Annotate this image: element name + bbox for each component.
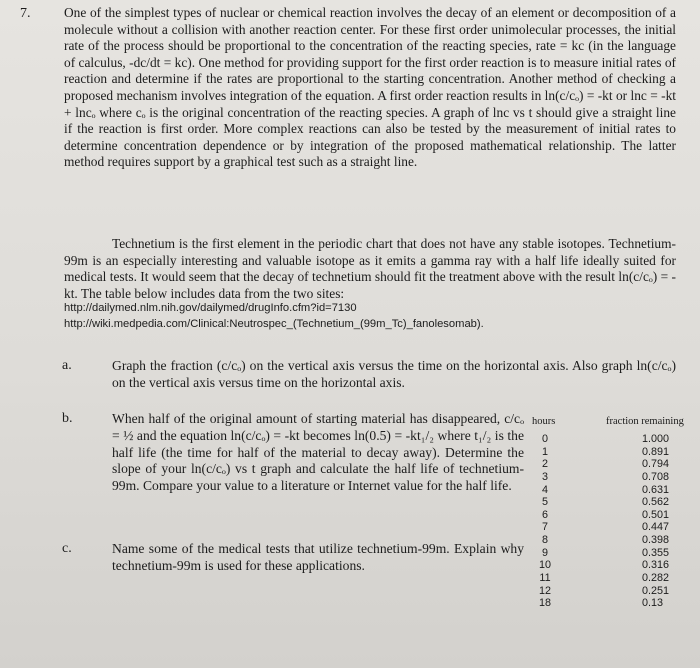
table-cell-hours: 11 xyxy=(539,572,551,585)
table-cell-fraction: 0.501 xyxy=(642,508,670,521)
part-a-label: a. xyxy=(62,358,72,373)
table-cell-hours: 18 xyxy=(538,597,551,610)
table-cell-fraction: 0.562 xyxy=(642,496,670,509)
table-cell-hours: 12 xyxy=(538,584,551,597)
table-cell-fraction: 0.398 xyxy=(642,534,670,547)
table-cell-fraction: 0.794 xyxy=(642,458,670,471)
question-number: 7. xyxy=(20,6,31,21)
table-cell-fraction: 1.000 xyxy=(642,433,670,445)
intro-paragraph: One of the simplest types of nuclear or chemical reaction involves the decay of an element or decomposition of a molecule without a collision with another reaction center. For these first order unimolecular processes, the initial rate of the process should be proportional to the concentration of the reacting species, rate = kc (in the language of calculus, -dc/dt = kc). One method for providing support for the first order reaction is to measure initial rates of reaction and determine if the rates are proportional to the starting concentration. Another method of checking a proposed mechanism involves integration of the equation. A first order reaction results in ln(c/cₒ) = -kt or lnc = -kt + lncₒ where cₒ is the original concentration of the reacting species. A graph of lnc vs t should give a straight line if the reaction is first order. More complex reactions can also be tested by the measurement of initial rates to determine concentration dependence or by integration of the proposed mathematical relationship. The latter method requires support by a graphical test such as a straight line. xyxy=(64,5,676,170)
table-cell-fraction: 0.447 xyxy=(642,521,670,534)
table-cell-hours: 8 xyxy=(541,534,548,547)
table-cell-fraction: 0.316 xyxy=(642,559,670,572)
table-cell-hours: 5 xyxy=(541,496,548,509)
table-header-fraction: fraction remaining xyxy=(606,416,684,427)
source-urls xyxy=(64,300,484,332)
table-cell-hours: 3 xyxy=(541,470,548,483)
table-cell-fraction: 0.631 xyxy=(642,483,670,496)
part-b-label: b. xyxy=(62,411,73,426)
table-cell-hours: 9 xyxy=(541,546,548,559)
table-cell-hours: 1 xyxy=(541,445,548,458)
table-header-hours: hours xyxy=(532,416,556,427)
table-cell-fraction: 0.251 xyxy=(642,584,670,597)
table-cell-hours: 6 xyxy=(541,508,548,521)
technetium-paragraph: Technetium is the first element in the periodic chart that does not have any stable isotopes. Technetium-99m is an especially interesting and valuable isotope as it emits a gamma ray with a half life ideally suited for medical tests. It would seem that the decay of technetium should fit the treatment above with the result ln(c/cₒ) = -kt. The table below includes data from the two sites: xyxy=(64,236,676,301)
url-medpedia: http://wiki.medpedia.com/Clinical:Neutrospec_(Technetium_(99m_Tc)_fanolesomab). xyxy=(64,318,484,330)
hours-column xyxy=(524,433,566,610)
url-dailymed: http://dailymed.nlm.nih.gov/dailymed/drugInfo.cfm?id=7130 xyxy=(64,302,357,314)
part-c-label: c. xyxy=(62,541,72,556)
table-cell-hours: 0 xyxy=(541,433,548,445)
table-cell-hours: 2 xyxy=(541,458,548,471)
fraction-column xyxy=(642,433,700,610)
table-cell-fraction: 0.708 xyxy=(642,470,670,483)
table-cell-fraction: 0.891 xyxy=(642,445,670,458)
table-cell-hours: 10 xyxy=(538,559,551,572)
table-cell-fraction: 0.13 xyxy=(642,597,664,610)
part-a-text: Graph the fraction (c/cₒ) on the vertical axis versus the time on the horizontal axis. Also graph ln(c/cₒ) on the vertical axis versus time on the horizontal axis. xyxy=(112,358,676,390)
part-b-text: When half of the original amount of starting material has disappeared, c/cₒ = ½ and the equation ln(c/cₒ) = -kt becomes ln(0.5) = -kt₁/₂ where t₁/₂ is the half life (the time for half of the material to decay away). Determine the slope of your ln(c/cₒ) vs t graph and calculate the half life of technetium-99m. Compare your value to a literature or Internet value for the half life. xyxy=(112,411,524,494)
table-cell-fraction: 0.282 xyxy=(642,572,670,585)
part-c-text: Name some of the medical tests that utilize technetium-99m. Explain why technetium-99m is used for these applications. xyxy=(112,541,524,573)
table-cell-hours: 7 xyxy=(541,521,548,534)
table-cell-hours: 4 xyxy=(541,483,548,496)
table-cell-fraction: 0.355 xyxy=(642,546,670,559)
